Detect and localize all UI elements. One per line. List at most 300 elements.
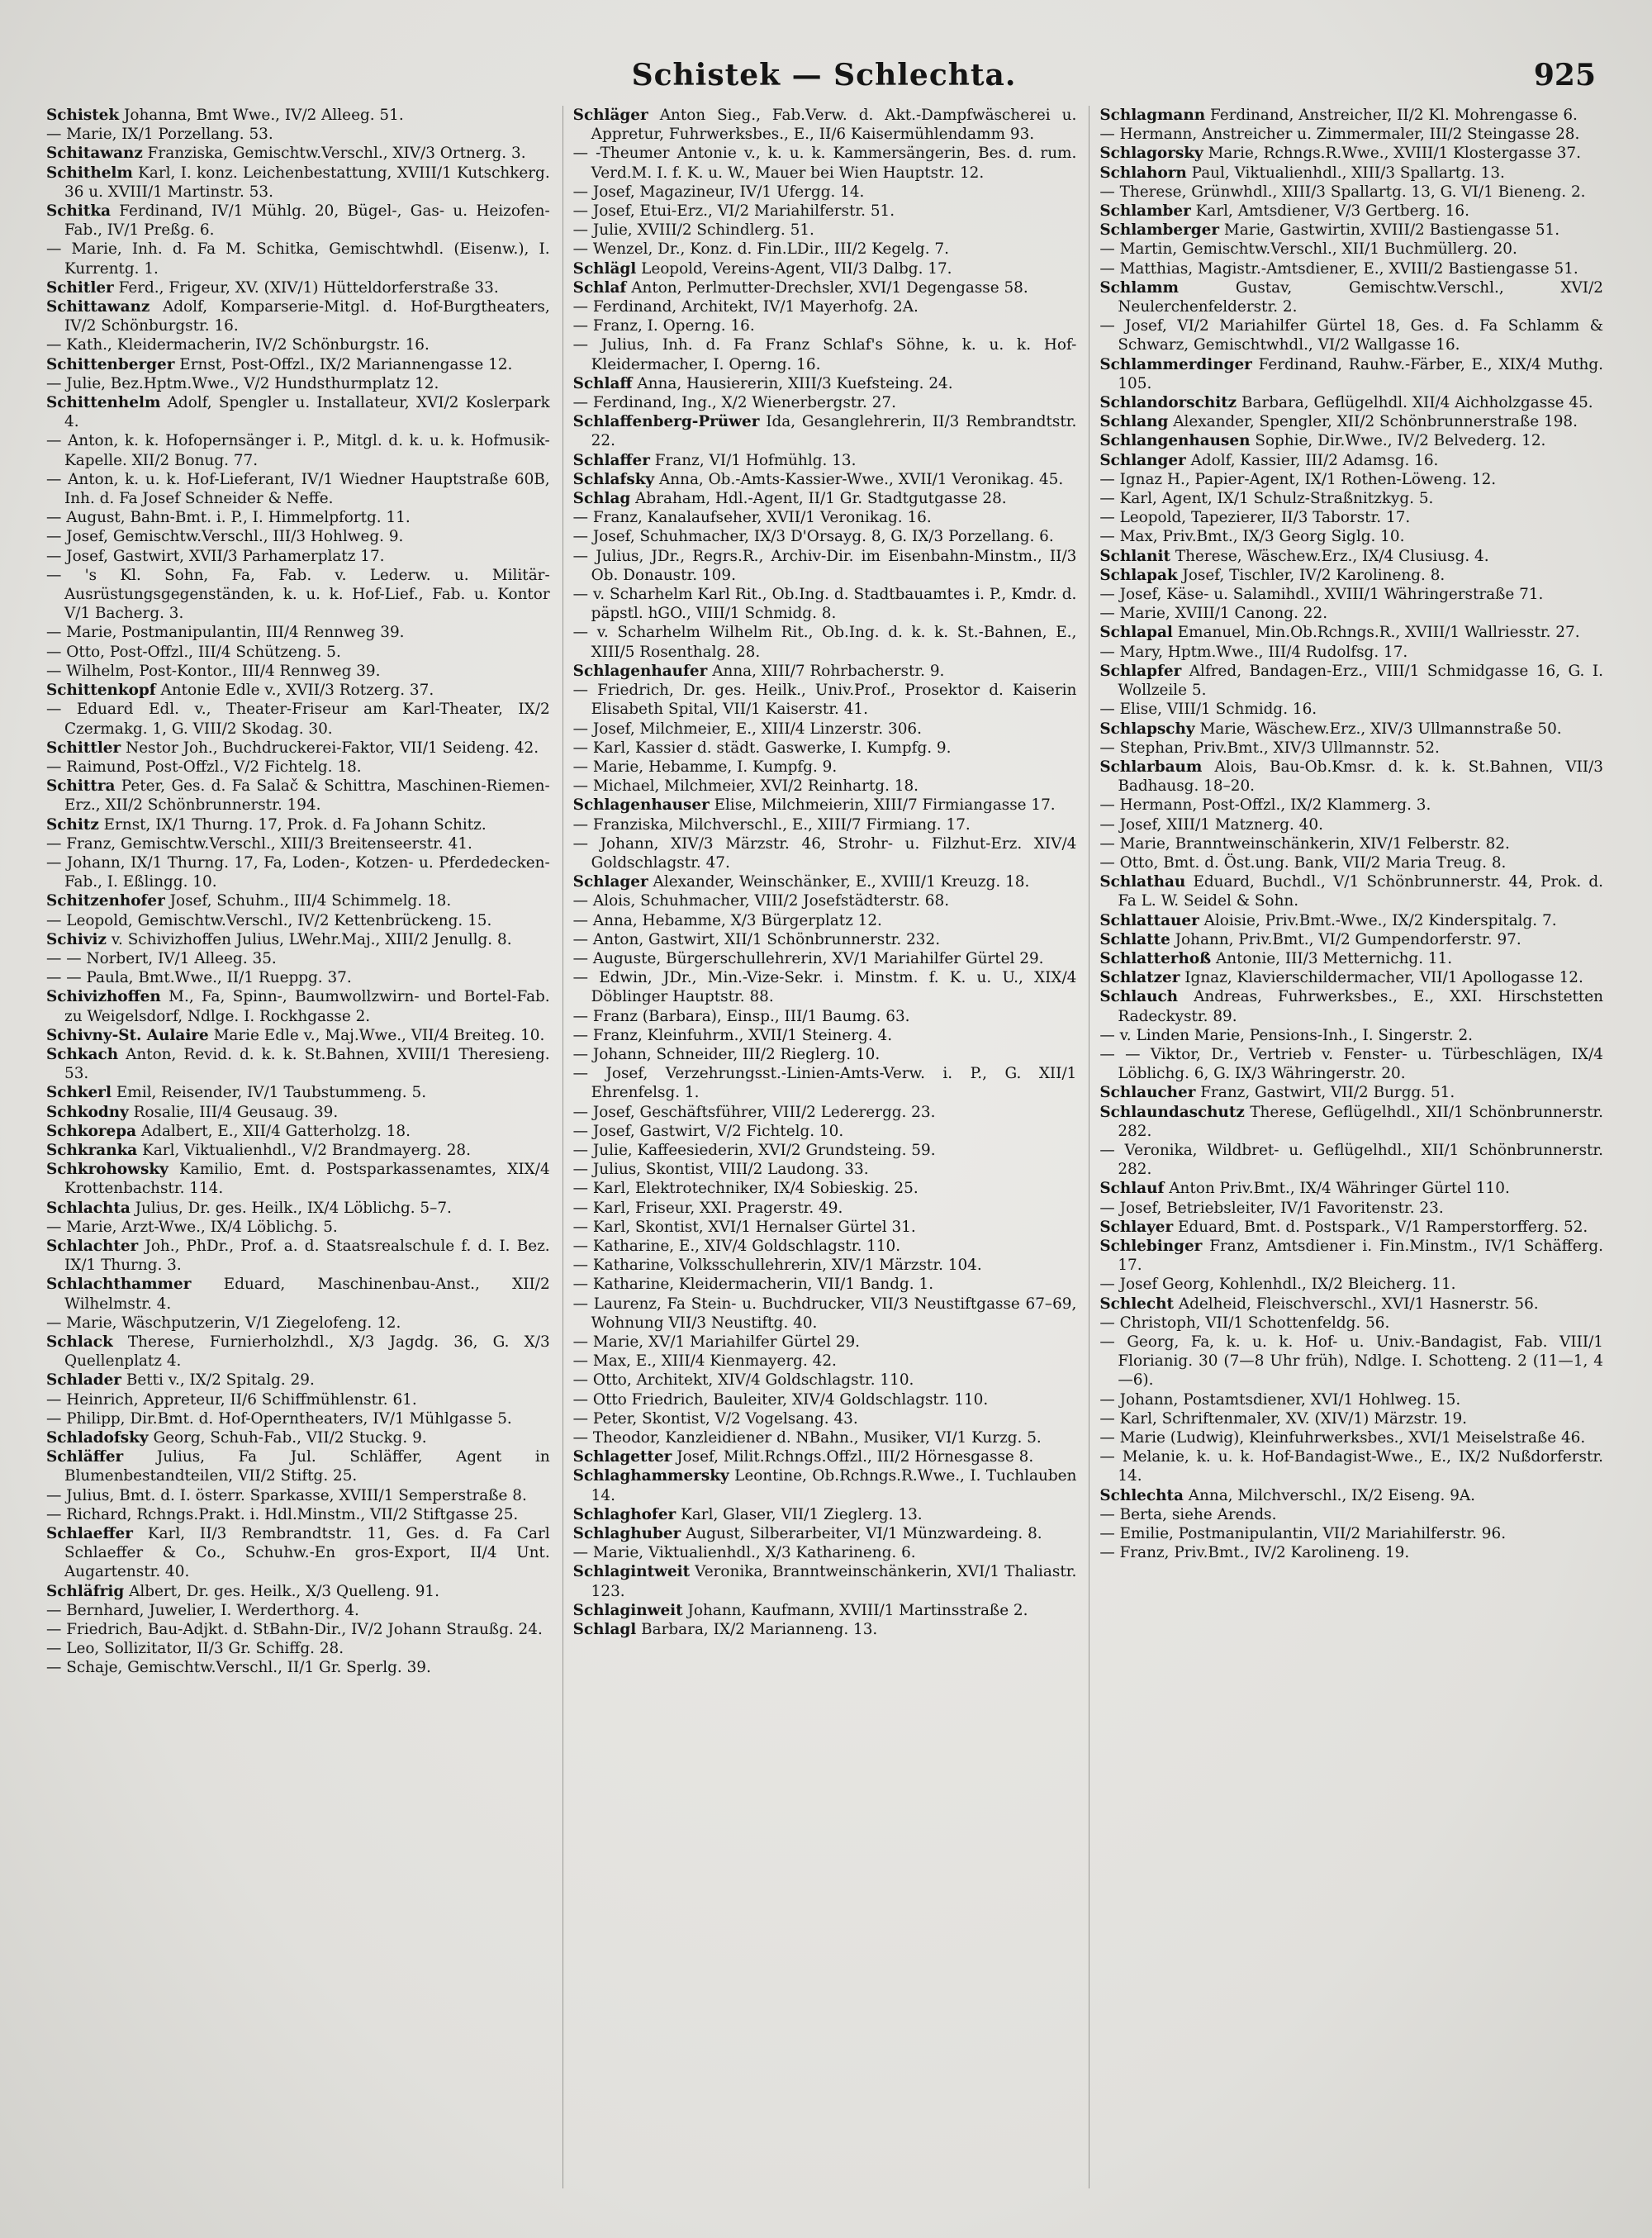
directory-entry: [1099, 1026, 1603, 1045]
entry-details: — -Theumer Antonie v., k. u. k. Kammersängerin, Bes. d. rum. Verd.M. I. f. K. u. W., Mauer bei Wien Hauptstr. 12.: [572, 145, 1077, 182]
entry-surname: Schlaffenberg-Prüwer: [572, 413, 760, 431]
entry-surname: Schittawanz: [46, 298, 150, 316]
entry-details: Marie, Rchngs.R.Wwe., XVIII/1 Klostergasse 37.: [1208, 145, 1581, 163]
directory-entry: [46, 1045, 550, 1083]
entry-details: — v. Scharhelm Karl Rit., Ob.Ing. d. Stadtbauamtes i. P., Kmdr. d. päpstl. hGO., VIII/1 Schmidg. 8.: [572, 586, 1077, 623]
entry-details: Anna, XIII/7 Rohrbacherstr. 9.: [712, 662, 945, 680]
directory-entry: [1099, 930, 1603, 949]
directory-entry: [1099, 470, 1603, 489]
directory-entry: [46, 930, 550, 949]
entry-surname: Schlaundaschutz: [1099, 1103, 1245, 1121]
entry-surname: Schkerl: [46, 1084, 112, 1102]
entry-details: Albert, Dr. ges. Heilk., X/3 Quelleng. 91.: [129, 1582, 439, 1600]
entry-surname: Schlader: [46, 1371, 122, 1390]
entry-details: — Matthias, Magistr.-Amtsdiener, E., XVIII/2 Bastiengasse 51.: [1099, 259, 1578, 278]
directory-entry: [1099, 643, 1603, 662]
entry-surname: Schlanger: [1099, 451, 1186, 469]
directory-entry: [573, 815, 1077, 834]
entry-details: — Marie, XVIII/1 Canong. 22.: [1099, 605, 1328, 623]
entry-details: Veronika, Branntweinschänkerin, XVI/1 Thaliastr. 123.: [591, 1563, 1077, 1600]
entry-details: Karl, II/3 Rembrandtstr. 11, Ges. d. Fa Carl Schlaeffer & Co., Schuhw.-En gros-Export, II/4 Unt. Augartenstr. 40.: [64, 1525, 550, 1581]
directory-entry: [46, 1601, 550, 1620]
entry-details: — Otto, Bmt. d. Öst.ung. Bank, VII/2 Maria Treug. 8.: [1099, 853, 1507, 872]
entry-details: — Karl, Friseur, XXI. Pragerstr. 49.: [572, 1199, 843, 1217]
directory-entry: [46, 1371, 550, 1390]
directory-entry: [1099, 1237, 1603, 1275]
entry-details: Joh., PhDr., Prof. a. d. Staatsrealschule f. d. I. Bez. IX/1 Thurng. 3.: [64, 1237, 550, 1275]
entry-details: Marie Edle v., Maj.Wwe., VII/4 Breiteg. 10.: [213, 1026, 545, 1044]
entry-details: Abraham, Hdl.-Agent, II/1 Gr. Stadtgutgasse 28.: [635, 490, 1007, 508]
entry-surname: Schitawanz: [46, 145, 143, 163]
entry-surname: Schiviz: [46, 930, 107, 948]
directory-entry: [1099, 872, 1603, 910]
entry-details: Julius, Dr. ges. Heilk., IX/4 Löblichg. 5–7.: [135, 1199, 452, 1217]
entry-details: — Johann, Schneider, III/2 Rieglerg. 10.: [572, 1045, 881, 1063]
directory-entry: [1099, 1428, 1603, 1447]
directory-entry: [46, 1218, 550, 1237]
entry-surname: Schlagorsky: [1099, 145, 1203, 163]
entry-details: Alois, Bau-Ob.Kmsr. d. k. k. St.Bahnen, VII/3 Badhausg. 18–20.: [1118, 758, 1603, 796]
entry-details: — Katharine, Volksschullehrerin, XIV/1 Märzstr. 104.: [572, 1257, 982, 1275]
entry-details: — Edwin, JDr., Min.-Vize-Sekr. i. Minstm. f. K. u. U., XIX/4 Döblinger Hauptstr. 88.: [572, 969, 1077, 1006]
entry-details: — Josef, Magazineur, IV/1 Ufergg. 14.: [572, 183, 865, 201]
entry-details: Alexander, Spengler, XII/2 Schönbrunnerstraße 198.: [1173, 413, 1578, 431]
entry-details: — Marie, Branntweinschänkerin, XIV/1 Felberstr. 82.: [1099, 834, 1510, 853]
entry-surname: Schlebinger: [1099, 1237, 1203, 1255]
entry-details: — Marie, Hebamme, I. Kumpfg. 9.: [572, 758, 838, 776]
directory-entry: [46, 1505, 550, 1524]
entry-details: M., Fa, Spinn-, Baumwollzwirn- und Bortel-Fab. zu Weigelsdorf, Ndlge. I. Rockhgasse 2.: [64, 988, 550, 1025]
entry-details: Adolf, Komparserie-Mitgl. d. Hof-Burgtheaters, IV/2 Schönburgstr. 16.: [64, 298, 550, 335]
directory-entry: [1099, 1333, 1603, 1390]
directory-entry: [573, 451, 1077, 470]
entry-surname: Schitzenhofer: [46, 892, 165, 910]
entry-surname: Schittenberger: [46, 355, 175, 373]
entry-surname: Schlapfer: [1099, 662, 1182, 680]
directory-entry: [46, 1428, 550, 1447]
entry-details: — Schaje, Gemischtw.Verschl., II/1 Gr. Sperlg. 39.: [46, 1659, 431, 1677]
entry-surname: Schkach: [46, 1045, 119, 1063]
entry-surname: Schittra: [46, 777, 116, 796]
entry-details: Johanna, Bmt Wwe., IV/2 Alleeg. 51.: [124, 107, 404, 124]
entry-details: Antonie, III/3 Metternichg. 11.: [1215, 949, 1453, 967]
entry-surname: Schladofsky: [46, 1429, 149, 1447]
entry-details: — Karl, Schriftenmaler, XV. (XIV/1) Märzstr. 19.: [1099, 1409, 1468, 1428]
entry-details: Josef, Tischler, IV/2 Karolineng. 8.: [1182, 566, 1446, 584]
directory-entry: [1099, 853, 1603, 872]
directory-entry: [573, 527, 1077, 546]
entry-details: — Berta, siehe Arends.: [1099, 1505, 1277, 1523]
entry-details: Antonie Edle v., XVII/3 Rotzerg. 37.: [160, 682, 434, 700]
directory-entry: [573, 278, 1077, 297]
directory-entry: [573, 1007, 1077, 1026]
entry-details: — Michael, Milchmeier, XVI/2 Reinhartg. 18.: [572, 777, 919, 796]
directory-entry: [46, 1026, 550, 1045]
entry-surname: Schlauch: [1099, 988, 1179, 1006]
directory-entry: [573, 508, 1077, 527]
directory-entry: [573, 1505, 1077, 1524]
entry-details: Marie, Gastwirtin, XVIII/2 Bastiengasse 51.: [1223, 221, 1560, 240]
entry-details: — Max, E., XIII/4 Kienmayerg. 42.: [572, 1352, 837, 1371]
directory-entry: [46, 1141, 550, 1160]
directory-entry: [1099, 720, 1603, 739]
directory-entry: [1099, 1486, 1603, 1505]
entry-surname: Schlaghammersky: [572, 1467, 729, 1485]
entry-surname: Schlaf: [572, 278, 627, 297]
entry-details: — Alois, Schuhmacher, VIII/2 Josefstädterstr. 68.: [572, 892, 950, 910]
entry-surname: Schlag: [572, 490, 631, 508]
directory-entry: [46, 547, 550, 566]
directory-entry: [573, 316, 1077, 335]
directory-entry: [573, 1045, 1077, 1064]
entry-details: — Anton, k. k. Hofopernsänger i. P., Mitgl. d. k. u. k. Hofmusik-Kapelle. XII/2 Bonug. 77.: [46, 432, 550, 469]
directory-entry: [1099, 1505, 1603, 1524]
entry-details: — Leo, Sollizitator, II/3 Gr. Schiffg. 28.: [46, 1640, 344, 1658]
entry-surname: Schlaucher: [1099, 1084, 1196, 1102]
entry-details: — Christoph, VII/1 Schottenfeldg. 56.: [1099, 1314, 1390, 1332]
directory-entry: [573, 777, 1077, 796]
directory-entry: [573, 1026, 1077, 1045]
entry-details: — Marie, Wäschputzerin, V/1 Ziegelofeng. 12.: [46, 1314, 401, 1332]
directory-entry: [573, 1466, 1077, 1504]
directory-entry: [1099, 834, 1603, 853]
directory-entry: [46, 758, 550, 777]
entry-details: — Marie (Ludwig), Kleinfuhrwerksbes., XVI/1 Meiselstraße 46.: [1099, 1429, 1586, 1447]
entry-details: Johann, Priv.Bmt., VI/2 Gumpendorferstr. 97.: [1175, 930, 1521, 948]
directory-entry: [573, 1601, 1077, 1620]
entry-details: — Anna, Hebamme, X/3 Bürgerplatz 12.: [572, 911, 882, 929]
entry-surname: Schitz: [46, 815, 99, 834]
directory-entry: [46, 777, 550, 815]
directory-entry: [1099, 815, 1603, 834]
directory-entry: [1099, 1141, 1603, 1179]
directory-entry: [573, 547, 1077, 585]
entry-surname: Schlagintweit: [572, 1563, 691, 1581]
directory-entry: [1099, 1524, 1603, 1543]
directory-entry: [46, 278, 550, 297]
directory-entry: [573, 221, 1077, 240]
directory-entry: [573, 1218, 1077, 1237]
directory-entry: [1099, 949, 1603, 968]
directory-entry: [46, 1524, 550, 1582]
directory-entry: [46, 681, 550, 700]
entry-details: — Karl, Skontist, XVI/1 Hernalser Gürtel 31.: [572, 1218, 916, 1236]
entry-details: Anton, Revid. d. k. k. St.Bahnen, XVIII/1 Theresieng. 53.: [64, 1045, 550, 1083]
entry-details: Ernst, IX/1 Thurng. 17, Prok. d. Fa Johann Schitz.: [103, 815, 487, 834]
entry-surname: Schlagl: [572, 1621, 637, 1639]
entry-details: — Josef, Etui-Erz., VI/2 Mariahilferstr. 51.: [572, 202, 895, 221]
entry-details: Ernst, Post-Offzl., IX/2 Mariannengasse 12.: [179, 355, 513, 373]
entry-details: Kamilio, Emt. d. Postsparkassenamtes, XIX/4 Krottenbachstr. 114.: [64, 1161, 550, 1198]
entry-details: Emanuel, Min.Ob.Rchngs.R., XVIII/1 Wallriesstr. 27.: [1177, 624, 1580, 642]
page-header: [45, 58, 1602, 107]
entry-surname: Schlagetter: [572, 1448, 672, 1466]
directory-entry: [46, 1658, 550, 1677]
entry-details: — Johann, IX/1 Thurng. 17, Fa, Loden-, Kotzen- u. Pferdedecken-Fab., I. Eßlingg. 10.: [46, 853, 550, 891]
entry-details: — Franz, I. Operng. 16.: [572, 317, 755, 335]
entry-details: — Kath., Kleidermacherin, IV/2 Schönburgstr. 16.: [46, 336, 430, 354]
entry-details: Karl, Glaser, VII/1 Zieglerg. 13.: [681, 1505, 923, 1523]
directory-entry: [1099, 547, 1603, 566]
directory-entry: [46, 1390, 550, 1409]
entry-details: — Josef, VI/2 Mariahilfer Gürtel 18, Ges. d. Fa Schlamm & Schwarz, Gemischtwhdl., VI/2 Wallgasse 16.: [1099, 317, 1604, 354]
directory-entry: [46, 1486, 550, 1505]
entry-details: — Hermann, Post-Offzl., IX/2 Klammerg. 3.: [1099, 796, 1431, 815]
entry-details: Eduard, Buchdl., V/1 Schönbrunnerstr. 44, Prok. d. Fa L. W. Seidel & Sohn.: [1118, 873, 1604, 910]
directory-entry: [1099, 164, 1603, 183]
directory-entry: [46, 1160, 550, 1198]
directory-entry: [573, 911, 1077, 930]
directory-entry: [1099, 355, 1603, 393]
entry-details: Franziska, Gemischtw.Verschl., XIV/3 Ortnerg. 3.: [147, 145, 526, 163]
directory-entry: [46, 1639, 550, 1658]
entry-details: — Anton, Gastwirt, XII/1 Schönbrunnerstr. 232.: [572, 930, 941, 948]
directory-entry: [573, 1620, 1077, 1639]
directory-entry: [1099, 1447, 1603, 1485]
entry-details: Andreas, Fuhrwerksbes., E., XXI. Hirschstetten Radeckystr. 89.: [1118, 988, 1604, 1025]
directory-entry: [573, 470, 1077, 489]
directory-entry: [573, 796, 1077, 815]
entry-details: — Otto Friedrich, Bauleiter, XIV/4 Goldschlagstr. 110.: [572, 1390, 989, 1409]
entry-surname: Schlafsky: [572, 470, 655, 488]
directory-entry: [573, 1409, 1077, 1428]
entry-details: Therese, Furnierholzhdl., X/3 Jagdg. 36, G. X/3 Quellenplatz 4.: [64, 1333, 550, 1371]
entry-details: — August, Bahn-Bmt. i. P., I. Himmelpfortg. 11.: [46, 509, 411, 527]
directory-entry: [46, 106, 550, 125]
entry-details: Franz, Amtsdiener i. Fin.Minstm., IV/1 Schäfferg. 17.: [1118, 1237, 1603, 1275]
directory-entry: [573, 623, 1077, 661]
directory-entry: [573, 1160, 1077, 1179]
entry-details: — Josef, Gemischtw.Verschl., III/3 Hohlweg. 9.: [46, 528, 404, 546]
entry-details: — Josef, Milchmeier, E., XIII/4 Linzerstr. 306.: [572, 720, 922, 738]
entry-details: — Marie, Inh. d. Fa M. Schitka, Gemischtwhdl. (Eisenw.), I. Kurrentg. 1.: [46, 240, 550, 278]
directory-entry: [46, 164, 550, 202]
entry-details: — Philipp, Dir.Bmt. d. Hof-Operntheaters, IV/1 Mühlgasse 5.: [46, 1409, 512, 1428]
directory-entry: [573, 106, 1077, 144]
directory-entry: [573, 1295, 1077, 1333]
entry-surname: Schlagmann: [1099, 107, 1206, 124]
directory-entry: [573, 1256, 1077, 1275]
directory-entry: [46, 355, 550, 374]
entry-details: — v. Scharhelm Wilhelm Rit., Ob.Ing. d. k. k. St.-Bahnen, E., XIII/5 Rosenthalg. 28.: [572, 624, 1077, 661]
directory-entry: [46, 1409, 550, 1428]
directory-entry: [573, 489, 1077, 508]
directory-entry: [1099, 566, 1603, 585]
directory-entry: [573, 1064, 1077, 1102]
entry-surname: Schlaghofer: [572, 1505, 676, 1523]
entry-details: — Josef, Gastwirt, XVII/3 Parhamerplatz 17.: [46, 547, 385, 565]
entry-details: — Franz (Barbara), Einsp., III/1 Baumg. 63.: [572, 1007, 910, 1025]
entry-details: Leopold, Vereins-Agent, VII/3 Dalbg. 17.: [641, 259, 952, 278]
entry-surname: Schlatterhoß: [1099, 949, 1212, 967]
entry-details: — Otto, Post-Offzl., III/4 Schützeng. 5.: [46, 643, 341, 661]
entry-details: Adolf, Kassier, III/2 Adamsg. 16.: [1190, 451, 1439, 469]
directory-entry: [1099, 1103, 1603, 1141]
entry-surname: Schlathau: [1099, 873, 1186, 891]
directory-entry: [46, 202, 550, 240]
entry-details: Therese, Geflügelhdl., XII/1 Schönbrunnerstr. 282.: [1118, 1103, 1603, 1140]
directory-entry: [573, 1275, 1077, 1294]
directory-entry: [573, 144, 1077, 182]
entry-surname: Schlahorn: [1099, 164, 1187, 182]
entry-details: — Elise, VIII/1 Schmidg. 16.: [1099, 701, 1317, 719]
entry-details: — Georg, Fa, k. u. k. Hof- u. Univ.-Bandagist, Fab. VIII/1 Florianig. 30 (7—8 Uhr früh), Ndlge. I. Schotteng. 2 (11—1, 4—6).: [1099, 1333, 1604, 1390]
directory-entry: [573, 681, 1077, 719]
directory-entry: [46, 1314, 550, 1333]
directory-entry: [1099, 1275, 1603, 1294]
directory-entry: [573, 1103, 1077, 1122]
entry-details: — Franz, Gemischtw.Verschl., XIII/3 Breitenseerstr. 41.: [46, 834, 472, 853]
entry-details: Karl, I. konz. Leichenbestattung, XVIII/1 Kutschkerg. 36 u. XVIII/1 Martinstr. 53.: [64, 164, 550, 201]
entry-details: Leontine, Ob.Rchngs.R.Wwe., I. Tuchlauben 14.: [591, 1467, 1077, 1504]
entry-details: Anna, Ob.-Amts-Kassier-Wwe., XVII/1 Veronikag. 45.: [658, 470, 1064, 488]
entry-surname: Schkrohowsky: [46, 1161, 169, 1179]
directory-entry: [46, 1275, 550, 1313]
directory-entry: [46, 144, 550, 163]
entry-surname: Schlarbaum: [1099, 758, 1203, 776]
directory-entry: [1099, 700, 1603, 719]
entry-surname: Schlagenhaufer: [572, 662, 708, 680]
entry-details: Josef, Milit.Rchngs.Offzl., III/2 Hörnesgasse 8.: [676, 1448, 1034, 1466]
directory-entry: [1099, 183, 1603, 202]
entry-details: Ferdinand, Anstreicher, II/2 Kl. Mohrengasse 6.: [1209, 107, 1578, 124]
entry-surname: Schlattauer: [1099, 911, 1199, 929]
entry-details: — Katharine, Kleidermacherin, VII/1 Bandg. 1.: [572, 1276, 934, 1294]
entry-details: — — Viktor, Dr., Vertrieb v. Fenster- u. Türbeschlägen, IX/4 Löblichg. 6, G. IX/3 Währingerstr. 20.: [1099, 1045, 1604, 1083]
directory-entry: [46, 815, 550, 834]
entry-surname: Schittler: [46, 739, 121, 757]
directory-columns: [46, 106, 1604, 2188]
directory-entry: [46, 1103, 550, 1122]
entry-details: — Peter, Skontist, V/2 Vogelsang. 43.: [572, 1409, 858, 1428]
entry-details: — Therese, Grünwhdl., XIII/3 Spallartg. 13, G. VI/1 Bieneng. 2.: [1099, 183, 1586, 201]
entry-surname: Schittenkopf: [46, 682, 156, 700]
entry-details: Alfred, Bandagen-Erz., VIII/1 Schmidgasse 16, G. I. Wollzeile 5.: [1118, 662, 1603, 700]
entry-details: — Raimund, Post-Offzl., V/2 Fichtelg. 18.: [46, 758, 362, 776]
directory-entry: [573, 930, 1077, 949]
entry-surname: Schlager: [572, 873, 648, 891]
entry-details: Betti v., IX/2 Spitalg. 29.: [126, 1371, 315, 1390]
entry-details: — Karl, Agent, IX/1 Schulz-Straßnitzkyg. 5.: [1099, 490, 1434, 508]
entry-surname: Schlachta: [46, 1199, 131, 1217]
entry-details: Aloisie, Priv.Bmt.-Wwe., IX/2 Kinderspitalg. 7.: [1203, 911, 1557, 929]
entry-details: — Katharine, E., XIV/4 Goldschlagstr. 110.: [572, 1237, 901, 1255]
directory-entry: [46, 374, 550, 393]
directory-entry: [1099, 1199, 1603, 1218]
directory-entry: [46, 1582, 550, 1601]
directory-entry: [46, 853, 550, 891]
directory-entry: [573, 739, 1077, 758]
entry-details: — Josef, Gastwirt, V/2 Fichtelg. 10.: [572, 1122, 844, 1140]
entry-details: Karl, Amtsdiener, V/3 Gertberg. 16.: [1195, 202, 1469, 221]
entry-surname: Schläffer: [46, 1448, 124, 1466]
entry-details: — Melanie, k. u. k. Hof-Bandagist-Wwe., E., IX/2 Nußdorferstr. 14.: [1099, 1448, 1604, 1485]
entry-details: Johann, Kaufmann, XVIII/1 Martinsstraße 2.: [687, 1601, 1028, 1619]
entry-details: — Veronika, Wildbret- u. Geflügelhdl., XII/1 Schönbrunnerstr. 282.: [1099, 1141, 1604, 1179]
entry-details: — Hermann, Anstreicher u. Zimmermaler, III/2 Steingasse 28.: [1099, 126, 1580, 144]
entry-details: — — Norbert, IV/1 Alleeg. 35.: [46, 949, 277, 967]
entry-details: — v. Linden Marie, Pensions-Inh., I. Singerstr. 2.: [1099, 1026, 1474, 1044]
directory-entry: [573, 412, 1077, 450]
directory-entry: [573, 872, 1077, 891]
directory-entry: [1099, 968, 1603, 987]
entry-details: — Josef, Geschäftsführer, VIII/2 Lederergg. 23.: [572, 1103, 936, 1121]
directory-entry: [1099, 278, 1603, 316]
entry-details: Anton Sieg., Fab.Verw. d. Akt.-Dampfwäscherei u. Appretur, Fuhrwerksbes., E., II/6 Kaisermühlendamm 93.: [591, 107, 1077, 144]
entry-details: Emil, Reisender, IV/1 Taubstummeng. 5.: [116, 1084, 427, 1102]
entry-details: — Mary, Hptm.Wwe., III/4 Rudolfsg. 17.: [1099, 643, 1408, 661]
entry-details: — Karl, Kassier d. städt. Gaswerke, I. Kumpfg. 9.: [572, 739, 952, 757]
entry-details: Anton Priv.Bmt., IX/4 Währinger Gürtel 110.: [1169, 1180, 1510, 1198]
directory-entry: [1099, 240, 1603, 259]
entry-surname: Schlecht: [1099, 1295, 1174, 1313]
entry-details: — Anton, k. u. k. Hof-Lieferant, IV/1 Wiedner Hauptstraße 60B, Inh. d. Fa Josef Schneider & Neffe.: [46, 470, 550, 508]
entry-details: — Friedrich, Bau-Adjkt. d. StBahn-Dir., IV/2 Johann Straußg. 24.: [46, 1621, 543, 1639]
entry-details: — Friedrich, Dr. ges. Heilk., Univ.Prof., Prosektor d. Kaiserin Elisabeth Spital, VII/1 Kaiserstr. 41.: [572, 682, 1077, 719]
entry-details: — Josef, Betriebsleiter, IV/1 Favoritenstr. 23.: [1099, 1199, 1444, 1217]
entry-details: — Franz, Kanalaufseher, XVII/1 Veronikag. 16.: [572, 509, 932, 527]
directory-entry: [573, 1179, 1077, 1198]
entry-surname: Schlapschy: [1099, 720, 1195, 738]
entry-details: — Johann, Postamtsdiener, XVI/1 Hohlweg. 15.: [1099, 1390, 1461, 1409]
entry-details: — Eduard Edl. v., Theater-Friseur am Karl-Theater, IX/2 Czermakg. 1, G. VIII/2 Skodag. 30.: [46, 701, 550, 738]
entry-surname: Schlayer: [1099, 1218, 1174, 1236]
entry-surname: Schlaffer: [572, 451, 650, 469]
directory-entry: [1099, 987, 1603, 1025]
directory-entry: [573, 1447, 1077, 1466]
entry-details: Marie, Wäschew.Erz., XIV/3 Ullmannstraße 50.: [1199, 720, 1562, 738]
directory-entry: [1099, 527, 1603, 546]
directory-entry: [573, 1371, 1077, 1390]
entry-details: — — Paula, Bmt.Wwe., II/1 Rueppg. 37.: [46, 969, 352, 987]
entry-details: Barbara, Geflügelhdl. XII/4 Aichholzgasse 45.: [1241, 394, 1593, 412]
entry-details: — Marie, Postmanipulantin, III/4 Rennweg 39.: [46, 624, 405, 642]
entry-surname: Schlammerdinger: [1099, 355, 1252, 373]
entry-details: Franz, VI/1 Hofmühlg. 13.: [654, 451, 857, 469]
entry-surname: Schlack: [46, 1333, 113, 1351]
entry-surname: Schkodny: [46, 1103, 129, 1121]
directory-entry: [1099, 316, 1603, 354]
directory-entry: [1099, 911, 1603, 930]
directory-entry: [573, 1333, 1077, 1352]
directory-entry: [46, 1620, 550, 1639]
directory-entry: [1099, 739, 1603, 758]
directory-entry: [1099, 431, 1603, 450]
directory-entry: [1099, 585, 1603, 604]
entry-details: v. Schivizhoffen Julius, LWehr.Maj., XIII/2 Jenullg. 8.: [111, 930, 512, 948]
entry-details: Adalbert, E., XII/4 Gatterholzg. 18.: [140, 1122, 411, 1140]
entry-surname: Schlang: [1099, 413, 1169, 431]
entry-details: — Franziska, Milchverschl., E., XIII/7 Firmiang. 17.: [572, 815, 971, 834]
entry-details: — Julie, Bez.Hptm.Wwe., V/2 Hundsthurmplatz 12.: [46, 374, 439, 392]
directory-entry: [573, 259, 1077, 278]
entry-surname: Schlamber: [1099, 202, 1191, 221]
entry-surname: Schlamberger: [1099, 221, 1220, 240]
directory-entry: [573, 1352, 1077, 1371]
directory-entry: [573, 662, 1077, 681]
entry-details: Ignaz, Klavierschildermacher, VII/1 Apollogasse 12.: [1184, 969, 1583, 987]
column-right: [1089, 106, 1604, 2188]
directory-entry: [573, 968, 1077, 1006]
directory-entry: [1099, 144, 1603, 163]
directory-entry: [573, 891, 1077, 910]
entry-details: Eduard, Bmt. d. Postspark., V/1 Ramperstorfferg. 52.: [1178, 1218, 1588, 1236]
directory-entry: [573, 240, 1077, 259]
entry-details: — Wilhelm, Post-Kontor., III/4 Rennweg 39.: [46, 662, 381, 680]
entry-details: — Stephan, Priv.Bmt., XIV/3 Ullmannstr. 52.: [1099, 739, 1440, 757]
directory-entry: [46, 643, 550, 662]
directory-entry: [1099, 125, 1603, 144]
